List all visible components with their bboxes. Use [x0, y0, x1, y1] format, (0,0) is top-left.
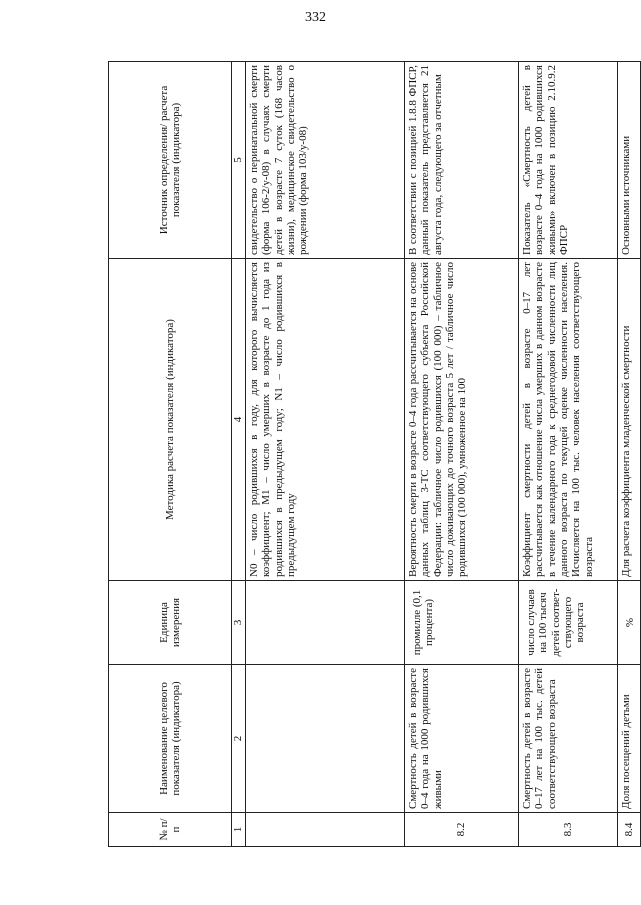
row-number: 8.4	[618, 813, 641, 847]
indicator-name	[246, 665, 405, 813]
table-header-row	[109, 62, 232, 847]
column-number: 1	[232, 813, 246, 847]
indicator-table	[108, 61, 641, 847]
source-cell: Основными источниками	[618, 62, 641, 259]
header-name: Наименование целевого показателя (индикатора)	[109, 665, 232, 813]
column-number-row	[232, 62, 246, 847]
indicator-name: Смертность детей в возрасте 0–4 года на 1000 родившихся живыми	[405, 665, 519, 813]
source-cell: Показатель «Смертность детей в возрасте 0–4 года на 1000 родившихся живыми» включен в позицию 2.10.9.2 ФПСР	[519, 62, 618, 259]
header-method: Методика расчета показателя (индикатора)	[109, 259, 232, 581]
column-number: 3	[232, 581, 246, 665]
column-number: 2	[232, 665, 246, 813]
method-cell: N0 – число родившихся в году, для которого вычисляется коэффициент; M1 – число умерших в возрасте до 1 года из родившихся в предыдущем году; N1 – число родившихся в предыдущем году	[246, 259, 405, 581]
source-cell: В соответствии с позицией 1.8.8 ФПСР, данный показатель представляется 21 августа года, следующего за отчетным	[405, 62, 519, 259]
indicator-name: Доля посещений детьми	[618, 665, 641, 813]
method-cell: Вероятность смерти в возрасте 0–4 года рассчитывается на основе данных таблиц 3-ТС соответствующего субъекта Российской Федерации: табличное число родившихся (100 000) – табличное число доживающих до точного возраста 5 лет / табличное число родившихся (100 000), умноженное на 100	[405, 259, 519, 581]
header-source: Источник определения/ расчета показателя (индикатора)	[109, 62, 232, 259]
source-cell: свидетельство о перинатальной смерти (форма 106-2/у-08) в случаях смерти детей в возрасте 7 суток (168 часов жизни), медицинское свидетельство о рождении (форма 103/у-08)	[246, 62, 405, 259]
table-row	[519, 62, 618, 847]
page-number: 332	[305, 10, 326, 25]
row-number: 8.3	[519, 813, 618, 847]
unit-cell: число случаев на 100 тысяч детей соответ-ствующего возраста	[519, 581, 618, 665]
column-number: 5	[232, 62, 246, 259]
header-num: № п/п	[109, 813, 232, 847]
table-row	[246, 62, 405, 847]
table-row	[405, 62, 519, 847]
header-unit: Единица измерения	[109, 581, 232, 665]
unit-cell: %	[618, 581, 641, 665]
indicator-name: Смертность детей в возрасте 0–17 лет на 100 тыс. детей соответствующего возраста	[519, 665, 618, 813]
unit-cell: промилле (0,1 процента)	[405, 581, 519, 665]
method-cell: Для расчета коэффициента младенческой смертности	[618, 259, 641, 581]
unit-cell	[246, 581, 405, 665]
row-number	[246, 813, 405, 847]
row-number: 8.2	[405, 813, 519, 847]
method-cell: Коэффициент смертности детей в возрасте 0–17 лет рассчитывается как отношение числа умерших в данном возрасте в течение календарного года к среднегодовой численности лиц данного возраста по текущей оценке численности населения. Исчисляется на 100 тыс. человек населения соответствующего возраста	[519, 259, 618, 581]
table-row	[618, 62, 641, 847]
column-number: 4	[232, 259, 246, 581]
rotated-table-container	[108, 62, 636, 847]
